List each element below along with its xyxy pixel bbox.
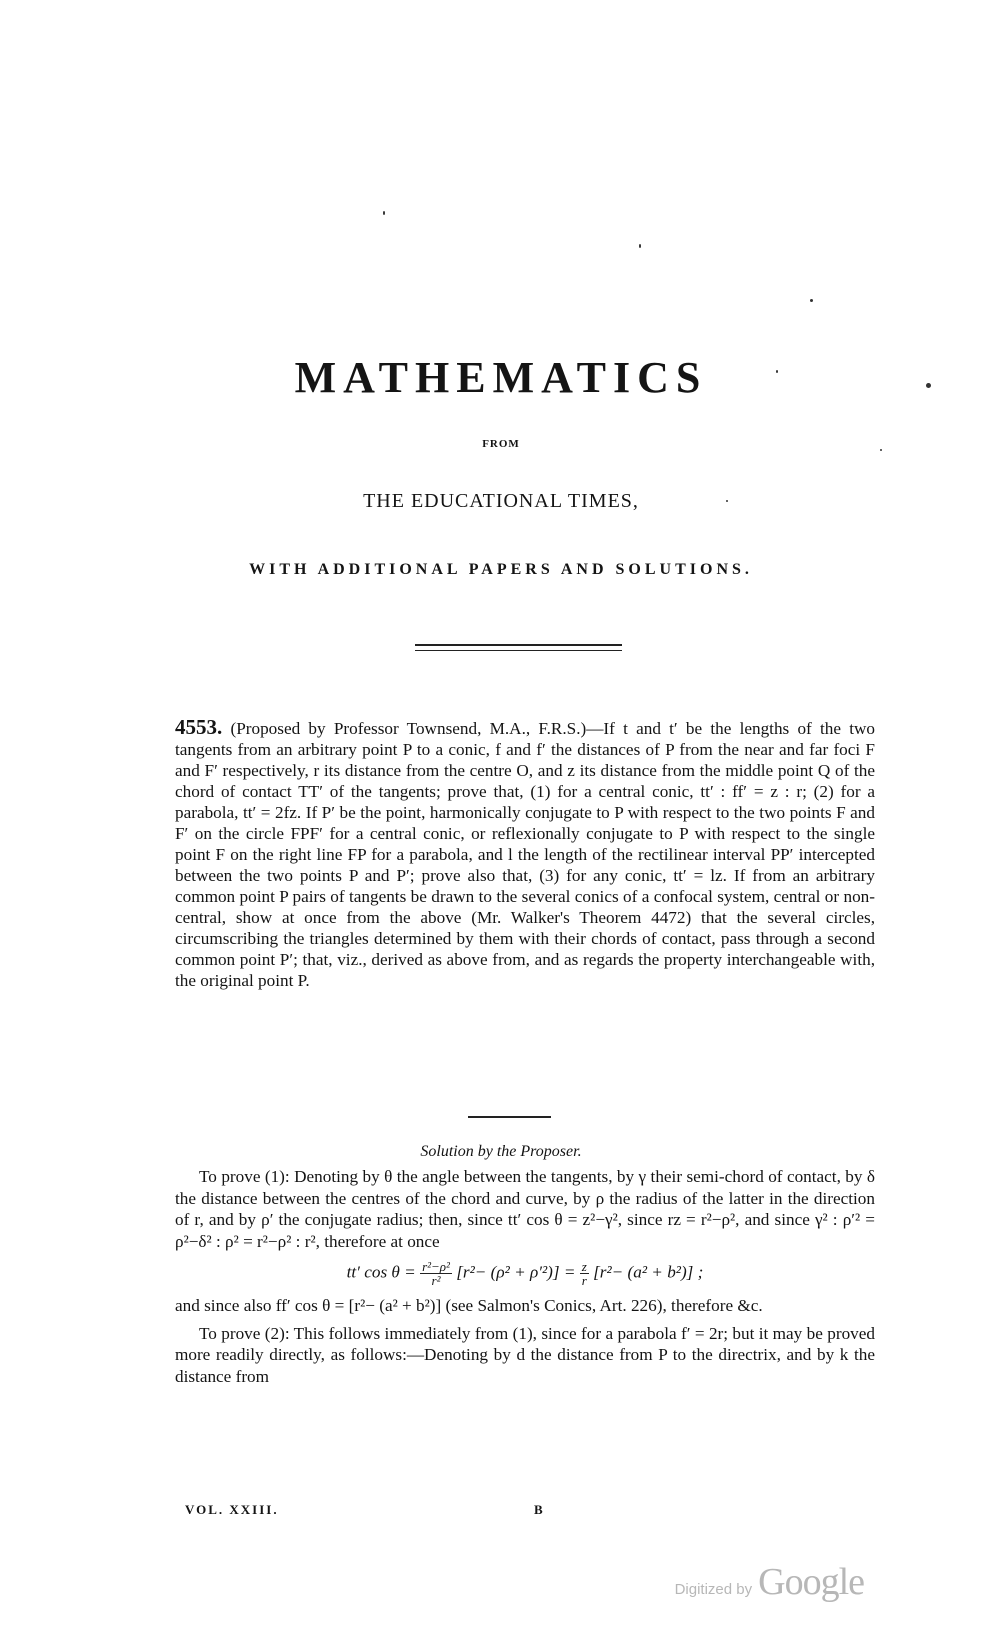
- equation-fraction-2: [580, 1260, 589, 1287]
- problem-number: 4553.: [175, 715, 223, 739]
- double-rule-divider: [415, 644, 622, 651]
- scan-speck: [726, 500, 728, 502]
- equation-lhs: tt′ cos θ =: [346, 1262, 416, 1282]
- problem-block: [175, 717, 875, 991]
- scan-speck: [639, 244, 641, 248]
- solution-paragraph-3: To prove (2): This follows immediately from (1), since for a parabola f′ = 2r; but it may be proved more readily directly, as follows:—Denoting by d the distance from P to the directrix, and by k the distance from: [175, 1323, 875, 1386]
- sub-subtitle: WITH ADDITIONAL PAPERS AND SOLUTIONS.: [249, 561, 753, 578]
- fraction-2-denominator: r: [581, 1273, 587, 1288]
- scan-speck: [926, 383, 931, 388]
- subtitle: THE EDUCATIONAL TIMES,: [363, 490, 639, 512]
- page-title: MATHEMATICS: [294, 353, 708, 402]
- signature-mark: B: [534, 1502, 543, 1517]
- solution-heading: Solution by the Proposer.: [420, 1143, 582, 1160]
- fraction-1-numerator: r²−ρ²: [422, 1259, 450, 1274]
- fraction-1-denominator: r²: [431, 1273, 441, 1288]
- equation-rhs: [r²− (a² + b²)] ;: [593, 1262, 704, 1282]
- section-divider: [468, 1116, 551, 1118]
- scan-speck: [810, 299, 813, 302]
- google-watermark: [675, 1560, 864, 1604]
- problem-text: (Proposed by Professor Townsend, M.A., F.R.S.)—If t and t′ be the lengths of the two tangents from an arbitrary point P to a conic, f and f′ the distances of P from the near and far foci F and F′ respectively, r its distance from the centre O, and z its distance from the middle point Q of the chord of contact TT′ of the tangents; prove that, (1) for a central conic, tt′ : ff′ = z : r; (2) for a parabola, tt′ = 2fz. If P′ be the point, harmonically conjugate to P with respect to the two points F and F′ on the circle FPF′ for a central conic, or reflexionally conjugate to P with respect to the single point F on the right line FP for a parabola, and l the length of the rectilinear interval PP′ intercepted between the two points P and P′; prove also that, (3) for any conic, tt′ = lz. If from an arbitrary common point P pairs of tangents be drawn to the several conics of a confocal system, central or non-central, show at once from the above (Mr. Walker's Theorem 4472) that the several circles, circumscribing the triangles determined by them with their chords of contact, pass through a second common point P′; that, viz., derived as above from, and as regards the property interchangeable with, the original point P.: [175, 719, 876, 990]
- scan-speck: [383, 211, 385, 215]
- digitized-by-label: Digitized by: [674, 1581, 753, 1598]
- scan-speck: [776, 370, 778, 373]
- solution-block: [175, 1166, 875, 1387]
- equation-fraction-1: [420, 1260, 452, 1287]
- google-logo: Google: [758, 1561, 864, 1603]
- fraction-2-numerator: z: [581, 1259, 587, 1274]
- volume-label: VOL. XXIII.: [185, 1502, 279, 1517]
- solution-paragraph-2: and since also ff′ cos θ = [r²− (a² + b²)] (see Salmon's Conics, Art. 226), therefore &c.: [175, 1296, 763, 1315]
- equation-middle: [r²− (ρ² + ρ′²)] =: [456, 1262, 576, 1282]
- solution-paragraph-1: To prove (1): Denoting by θ the angle between the tangents, by γ their semi-chord of contact, by δ the distance between the centres of the chord and curve, by ρ the radius of the latter in the direction of r, and by ρ′ the conjugate radius; then, since tt′ cos θ = z²−γ², since rz = r²−ρ², and since γ² : ρ′² = ρ²−δ² : ρ² = r²−ρ² : r², therefore at once: [175, 1167, 875, 1251]
- scan-speck: [880, 449, 882, 451]
- solution-equation: [175, 1260, 875, 1287]
- from-label: FROM: [482, 438, 520, 450]
